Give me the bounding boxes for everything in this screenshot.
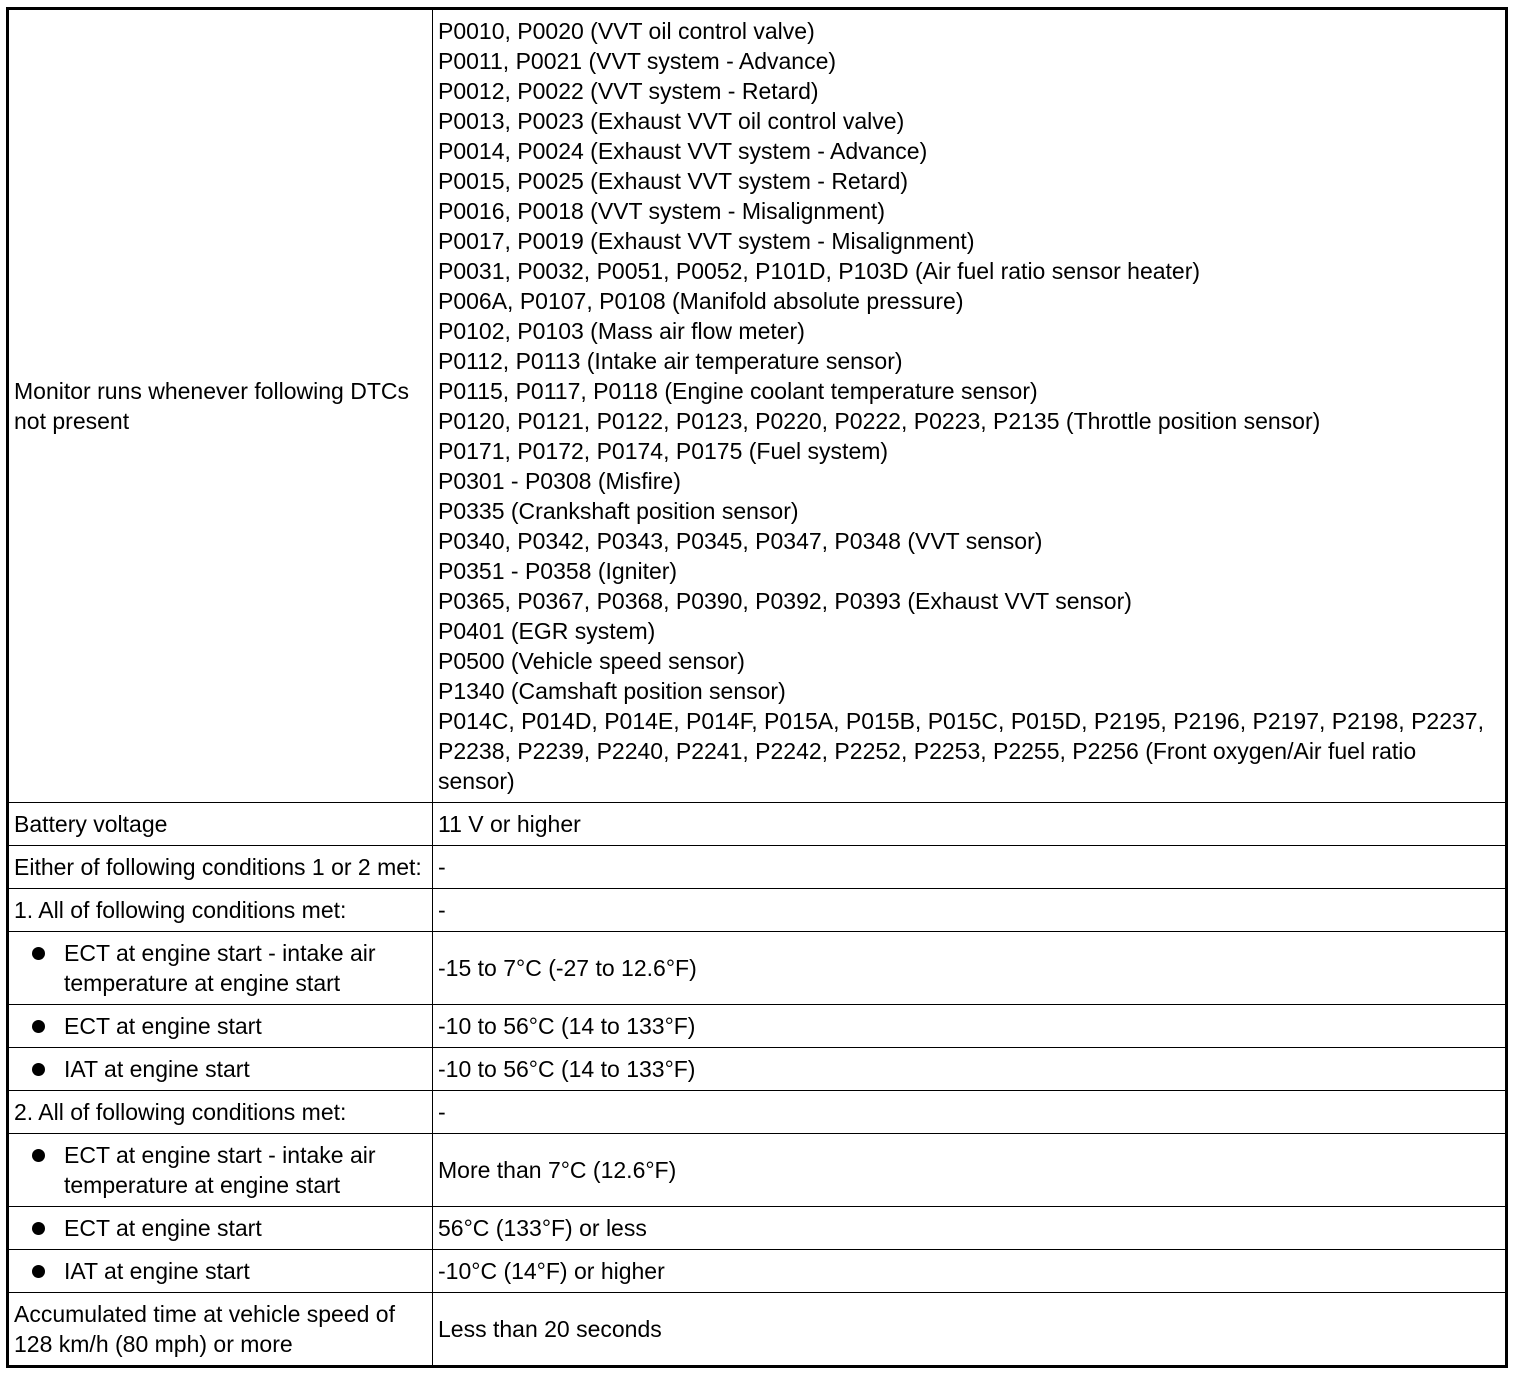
table-row: [8, 1293, 1507, 1367]
dtc-line: P0016, P0018 (VVT system - Misalignment): [438, 198, 885, 224]
row-label: [8, 1207, 433, 1250]
row-label: [8, 1048, 433, 1091]
dtc-line: P0012, P0022 (VVT system - Retard): [438, 78, 819, 104]
row-value: -: [433, 846, 1507, 889]
dtc-line: P014C, P014D, P014E, P014F, P015A, P015B, P015C, P015D, P2195, P2196, P2197, P2198, P2237, P2238, P2239, P2240, P2241, P2242, P2252, P2253, P2255, P2256 (Front oxygen/Air fuel ratio sensor): [438, 708, 1484, 794]
dtc-line: P0301 - P0308 (Misfire): [438, 468, 681, 494]
bullet-icon: [32, 947, 45, 960]
bullet-text: ECT at engine start: [64, 1013, 262, 1039]
dtc-list: [433, 9, 1507, 803]
bullet-text: ECT at engine start: [64, 1215, 262, 1241]
bullet-text: IAT at engine start: [64, 1258, 250, 1284]
table-row: [8, 1005, 1507, 1048]
bullet-text: ECT at engine start - intake air temperature at engine start: [64, 940, 376, 996]
dtc-line: P0365, P0367, P0368, P0390, P0392, P0393 (Exhaust VVT sensor): [438, 588, 1132, 614]
table-row: [8, 889, 1507, 932]
table-row: [8, 1048, 1507, 1091]
bullet-icon: [32, 1020, 45, 1033]
table-row: [8, 803, 1507, 846]
dtc-line: P0014, P0024 (Exhaust VVT system - Advance): [438, 138, 928, 164]
dtc-line: P0010, P0020 (VVT oil control valve): [438, 18, 815, 44]
dtc-line: P0340, P0342, P0343, P0345, P0347, P0348 (VVT sensor): [438, 528, 1043, 554]
bullet-icon: [32, 1063, 45, 1076]
bullet-icon: [32, 1265, 45, 1278]
row-value: Less than 20 seconds: [433, 1293, 1507, 1367]
row-label: [8, 1134, 433, 1207]
bullet-icon: [32, 1222, 45, 1235]
dtc-line: P0017, P0019 (Exhaust VVT system - Misalignment): [438, 228, 975, 254]
table-row: [8, 1091, 1507, 1134]
row-value: More than 7°C (12.6°F): [433, 1134, 1507, 1207]
table-row: [8, 1250, 1507, 1293]
row-label: Accumulated time at vehicle speed of 128 km/h (80 mph) or more: [8, 1293, 433, 1367]
dtc-line: P0013, P0023 (Exhaust VVT oil control valve): [438, 108, 905, 134]
dtc-line: P0015, P0025 (Exhaust VVT system - Retard): [438, 168, 909, 194]
row-value: 56°C (133°F) or less: [433, 1207, 1507, 1250]
dtc-line: P0351 - P0358 (Igniter): [438, 558, 678, 584]
dtc-line: P0120, P0121, P0122, P0123, P0220, P0222, P0223, P2135 (Throttle position sensor): [438, 408, 1321, 434]
table-row: [8, 1207, 1507, 1250]
row-label: [8, 1250, 433, 1293]
dtc-line: P0031, P0032, P0051, P0052, P101D, P103D (Air fuel ratio sensor heater): [438, 258, 1201, 284]
dtc-line: P0112, P0113 (Intake air temperature sensor): [438, 348, 903, 374]
row-value: -: [433, 1091, 1507, 1134]
dtc-line: P0500 (Vehicle speed sensor): [438, 648, 745, 674]
dtc-line: P0401 (EGR system): [438, 618, 656, 644]
row-value: -15 to 7°C (-27 to 12.6°F): [433, 932, 1507, 1005]
row-label: 2. All of following conditions met:: [8, 1091, 433, 1134]
row-label: Monitor runs whenever following DTCs not present: [8, 9, 433, 803]
bullet-text: IAT at engine start: [64, 1056, 250, 1082]
dtc-line: P0335 (Crankshaft position sensor): [438, 498, 799, 524]
row-value: -: [433, 889, 1507, 932]
dtc-line: P0102, P0103 (Mass air flow meter): [438, 318, 805, 344]
dtc-line: P1340 (Camshaft position sensor): [438, 678, 786, 704]
table-row: [8, 9, 1507, 803]
row-label: 1. All of following conditions met:: [8, 889, 433, 932]
dtc-line: P0011, P0021 (VVT system - Advance): [438, 48, 837, 74]
row-label: Battery voltage: [8, 803, 433, 846]
table-row: [8, 846, 1507, 889]
row-value: -10°C (14°F) or higher: [433, 1250, 1507, 1293]
dtc-line: P0115, P0117, P0118 (Engine coolant temperature sensor): [438, 378, 1038, 404]
dtc-line: P006A, P0107, P0108 (Manifold absolute pressure): [438, 288, 964, 314]
row-value: -10 to 56°C (14 to 133°F): [433, 1005, 1507, 1048]
bullet-icon: [32, 1149, 45, 1162]
conditions-table: [6, 7, 1508, 1368]
dtc-line: P0171, P0172, P0174, P0175 (Fuel system): [438, 438, 889, 464]
row-label: Either of following conditions 1 or 2 met:: [8, 846, 433, 889]
row-label: [8, 1005, 433, 1048]
row-label: [8, 932, 433, 1005]
row-value: -10 to 56°C (14 to 133°F): [433, 1048, 1507, 1091]
row-value: 11 V or higher: [433, 803, 1507, 846]
table-row: [8, 932, 1507, 1005]
table-row: [8, 1134, 1507, 1207]
bullet-text: ECT at engine start - intake air temperature at engine start: [64, 1142, 376, 1198]
